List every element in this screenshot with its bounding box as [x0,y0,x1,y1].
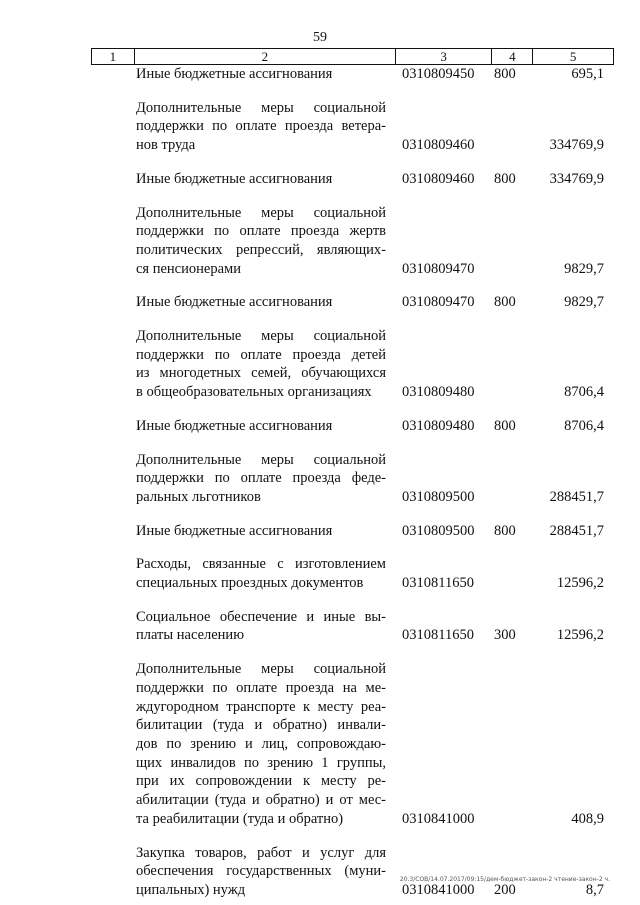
row-name-line: Дополнительные меры социальной [136,328,386,345]
row-name-line: билитации (туда и обратно) инвали- [136,717,386,734]
row-name-line: Дополнительные меры социальной [136,451,386,468]
header-col-1: 1 [92,49,135,64]
table-row [0,555,640,592]
table-row [0,451,640,507]
row-name-line: Иные бюджетные ассигнования [136,66,333,82]
row-name-line: обеспечения государственных (муни- [136,863,386,880]
row-code: 0310809500 [402,522,475,539]
row-expense-type: 800 [494,522,516,539]
table-row [0,660,640,828]
row-code: 0310809460 [402,137,475,154]
row-name [136,844,386,900]
row-expense-type: 800 [494,66,516,82]
row-name-line: Иные бюджетные ассигнования [136,417,333,434]
row-expense-type: 800 [494,294,516,311]
row-code: 0310809470 [402,260,475,277]
row-name-line: Иные бюджетные ассигнования [136,170,333,187]
table-row [0,204,640,279]
budget-table-body [0,65,640,900]
row-name-line: ждугородном транспорте к месту реа- [136,698,386,715]
row-code: 0310809500 [402,488,475,505]
row-name-line: специальных проездных документов [136,575,364,592]
row-name [136,417,386,436]
row-expense-type: 200 [494,881,516,898]
row-name-line: платы населению [136,627,245,644]
row-amount: 8706,4 [564,417,604,434]
row-amount: 9829,7 [564,294,604,311]
row-name-line: абилитации (туда и обратно) и от мес- [136,792,386,809]
row-code: 0310809460 [402,170,475,187]
row-name-line: ся пенсионерами [136,260,241,277]
row-name-line: поддержки по оплате проезда детей [136,346,386,363]
row-amount: 288451,7 [549,522,604,539]
table-row [0,293,640,312]
row-name [136,660,386,828]
row-expense-type: 300 [494,627,516,644]
table-row [0,417,640,436]
row-name-line: поддержки по оплате проезда ветера- [136,118,386,135]
row-code: 0310841000 [402,881,475,898]
row-amount: 695,1 [571,66,604,82]
row-name-line: Дополнительные меры социальной [136,204,386,221]
row-amount: 8706,4 [564,384,604,401]
row-code: 0310809470 [402,294,475,311]
row-name-line: Дополнительные меры социальной [136,99,386,116]
row-name [136,65,386,84]
table-row [0,99,640,155]
page-number: 59 [313,30,327,45]
row-code: 0310811650 [402,575,474,592]
row-code: 0310809480 [402,384,475,401]
row-name-line: щих инвалидов по зрению 1 группы, [136,754,386,771]
row-name-line: политических репрессий, являющих- [136,241,386,258]
row-name-line: из многодетных семей, обучающихся [136,365,386,382]
row-name [136,522,386,541]
row-name-line: при их сопровождении к месту ре- [136,773,386,790]
row-amount: 12596,2 [556,627,604,644]
row-name-line: ральных льготников [136,488,261,505]
row-amount: 12596,2 [556,575,604,592]
row-amount: 334769,9 [549,137,604,154]
row-name-line: в общеобразовательных организациях [136,384,372,401]
row-name-line: Социальное обеспечение и иные вы- [136,608,386,625]
row-name [136,451,386,507]
row-amount: 288451,7 [549,488,604,505]
header-col-3: 3 [396,49,493,64]
row-code: 0310811650 [402,627,474,644]
row-amount: 8,7 [585,881,604,898]
header-col-5: 5 [569,49,577,64]
row-name [136,170,386,189]
row-expense-type: 800 [494,417,516,434]
row-name [136,327,386,402]
row-amount: 9829,7 [564,260,604,277]
table-row [0,844,640,900]
table-row [0,170,640,189]
row-amount: 334769,9 [549,170,604,187]
row-name [136,608,386,645]
header-col-4: 4 [492,49,533,64]
row-name-line: Расходы, связанные с изготовлением [136,556,386,573]
row-amount: 408,9 [571,810,604,827]
table-row [0,608,640,645]
row-name-line: та реабилитации (туда и обратно) [136,810,344,827]
row-name-line: поддержки по оплате проезда феде- [136,470,386,487]
header-col-2: 2 [135,49,396,64]
row-expense-type: 800 [494,170,516,187]
table-row [0,65,640,84]
row-name [136,204,386,279]
row-name [136,293,386,312]
row-name [136,99,386,155]
row-name-line: нов труда [136,137,196,154]
table-header [91,48,614,65]
row-name-line: Дополнительные меры социальной [136,661,386,678]
row-name [136,555,386,592]
row-name-line: дов по зрению и лиц, сопровождаю- [136,735,386,752]
row-code: 0310809480 [402,417,475,434]
row-name-line: поддержки по оплате проезда на ме- [136,679,386,696]
document-footer-stamp: 20.3/COB/14.07.2017/09:15/дем-бюджет-закон-2 чтение-закон-2 ч. [399,876,610,883]
table-row [0,522,640,541]
table-row [0,327,640,402]
row-name-line: Закупка товаров, работ и услуг для [136,844,386,861]
row-code: 0310841000 [402,810,475,827]
row-name-line: Иные бюджетные ассигнования [136,294,333,311]
row-name-line: Иные бюджетные ассигнования [136,522,333,539]
row-name-line: ципальных) нужд [136,881,246,898]
row-code: 0310809450 [402,66,475,82]
row-name-line: поддержки по оплате проезда жертв [136,223,386,240]
